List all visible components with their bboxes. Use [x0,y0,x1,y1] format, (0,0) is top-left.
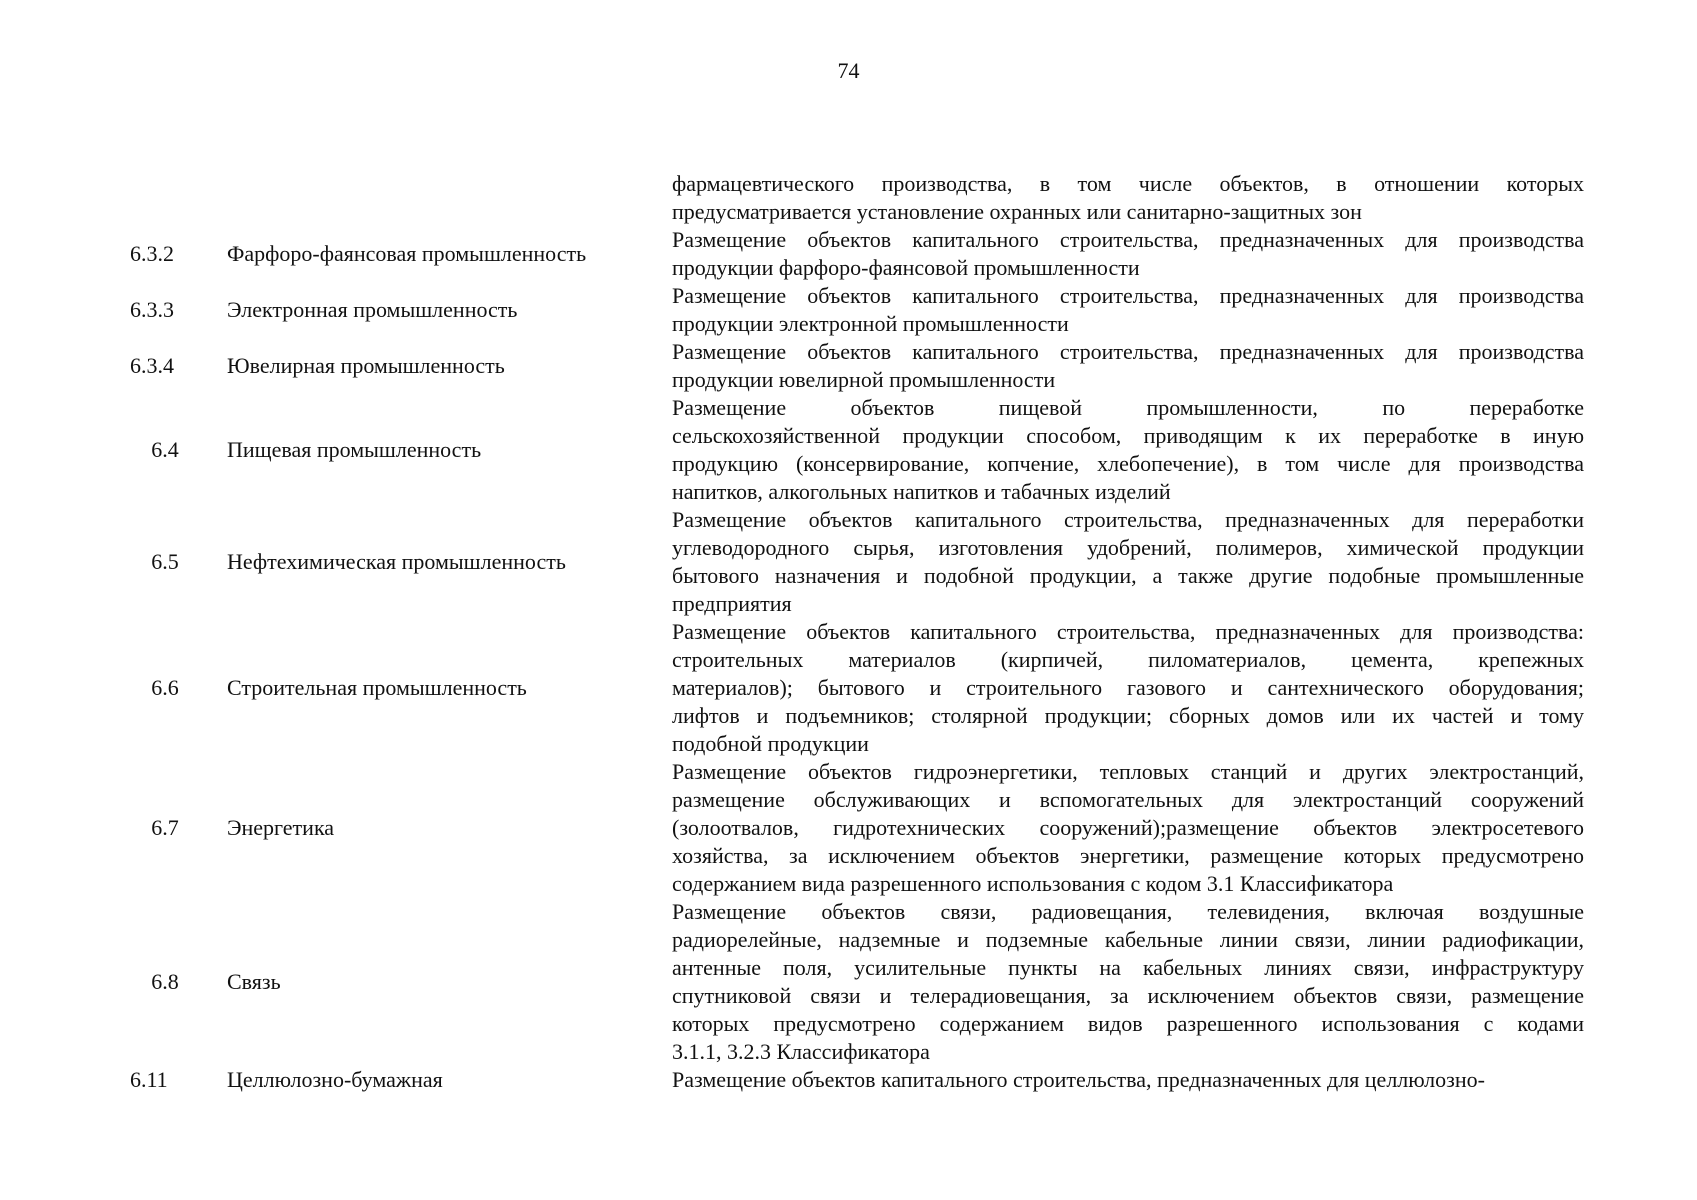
description-line: материалов); бытового и строительного газового и сантехнического оборудования; [672,675,1584,700]
description-line: бытового назначения и подобной продукции, а также другие подобные промышленные [672,563,1584,588]
description-line: сельскохозяйственной продукции способом, приводящим к их переработке в иную [672,423,1584,448]
table-row [0,618,1697,758]
table-row [0,170,1697,226]
description-line: Размещение объектов капитального строительства, предназначенных для производства [672,339,1584,364]
row-name: Ювелирная промышленность [227,353,505,378]
row-code: 6.6 [151,675,179,700]
description-line: подобной продукции [672,731,869,756]
description-line: продукции фарфоро-фаянсовой промышленности [672,255,1140,280]
row-name: Электронная промышленность [227,297,518,322]
description-line: антенные поля, усилительные пункты на кабельных линиях связи, инфраструктуру [672,955,1584,980]
table-row [0,506,1697,618]
classifier-table [0,170,1697,1094]
description-line: Размещение объектов капитального строительства, предназначенных для производства [672,283,1584,308]
table-row [0,758,1697,898]
description-line: продукции ювелирной промышленности [672,367,1056,392]
description-line: предусматривается установление охранных или санитарно-защитных зон [672,199,1362,224]
description-line: лифтов и подъемников; столярной продукции; сборных домов или их частей и тому [672,703,1584,728]
table-row [0,898,1697,1066]
row-code: 6.7 [151,815,179,840]
description-line: предприятия [672,591,792,616]
description-line: (золоотвалов, гидротехнических сооружений);размещение объектов электросетевого [672,815,1584,840]
row-name: Энергетика [227,815,335,840]
description-line: Размещение объектов капитального строительства, предназначенных для целлюлозно- [672,1067,1485,1092]
description-line: фармацевтического производства, в том числе объектов, в отношении которых [672,171,1584,196]
description-line: размещение обслуживающих и вспомогательных для электростанций сооружений [672,787,1584,812]
description-line: углеводородного сырья, изготовления удобрений, полимеров, химической продукции [672,535,1584,560]
row-name: Связь [227,969,281,994]
row-name: Строительная промышленность [227,675,527,700]
row-name: Фарфоро-фаянсовая промышленность [227,241,587,266]
description-line: Размещение объектов капитального строительства, предназначенных для производства: [672,619,1584,644]
row-code: 6.4 [151,437,179,462]
description-line: продукцию (консервирование, копчение, хлебопечение), в том числе для производства [672,451,1584,476]
row-code: 6.3.4 [130,353,174,378]
description-line: Размещение объектов связи, радиовещания, телевидения, включая воздушные [672,899,1584,924]
row-code: 6.5 [151,549,179,574]
table-row [0,282,1697,338]
description-line: которых предусмотрено содержанием видов разрешенного использования с кодами [672,1011,1584,1036]
row-code: 6.3.2 [130,241,174,266]
table-row [0,1066,1697,1094]
row-description [0,170,1697,226]
table-row [0,394,1697,506]
description-line: Размещение объектов капитального строительства, предназначенных для переработки [672,507,1584,532]
page-number: 74 [837,58,860,83]
row-name: Целлюлозно-бумажная [227,1067,443,1092]
table-row [0,338,1697,394]
row-code: 6.8 [151,969,179,994]
description-line: хозяйства, за исключением объектов энергетики, размещение которых предусмотрено [672,843,1584,868]
description-line: продукции электронной промышленности [672,311,1069,336]
description-line: содержанием вида разрешенного использования с кодом 3.1 Классификатора [672,871,1394,896]
description-line: 3.1.1, 3.2.3 Классификатора [672,1039,930,1064]
row-name: Пищевая промышленность [227,437,482,462]
row-name: Нефтехимическая промышленность [227,549,566,574]
description-line: Размещение объектов капитального строительства, предназначенных для производства [672,227,1584,252]
description-line: спутниковой связи и телерадиовещания, за исключением объектов связи, размещение [672,983,1584,1008]
table-row [0,226,1697,282]
row-code: 6.3.3 [130,297,174,322]
description-line: Размещение объектов гидроэнергетики, тепловых станций и других электростанций, [672,759,1584,784]
description-line: напитков, алкогольных напитков и табачных изделий [672,479,1171,504]
description-line: радиорелейные, надземные и подземные кабельные линии связи, линии радиофикации, [672,927,1584,952]
description-line: Размещение объектов пищевой промышленности, по переработке [672,395,1584,420]
description-line: строительных материалов (кирпичей, пиломатериалов, цемента, крепежных [672,647,1584,672]
row-code: 6.11 [130,1067,168,1092]
